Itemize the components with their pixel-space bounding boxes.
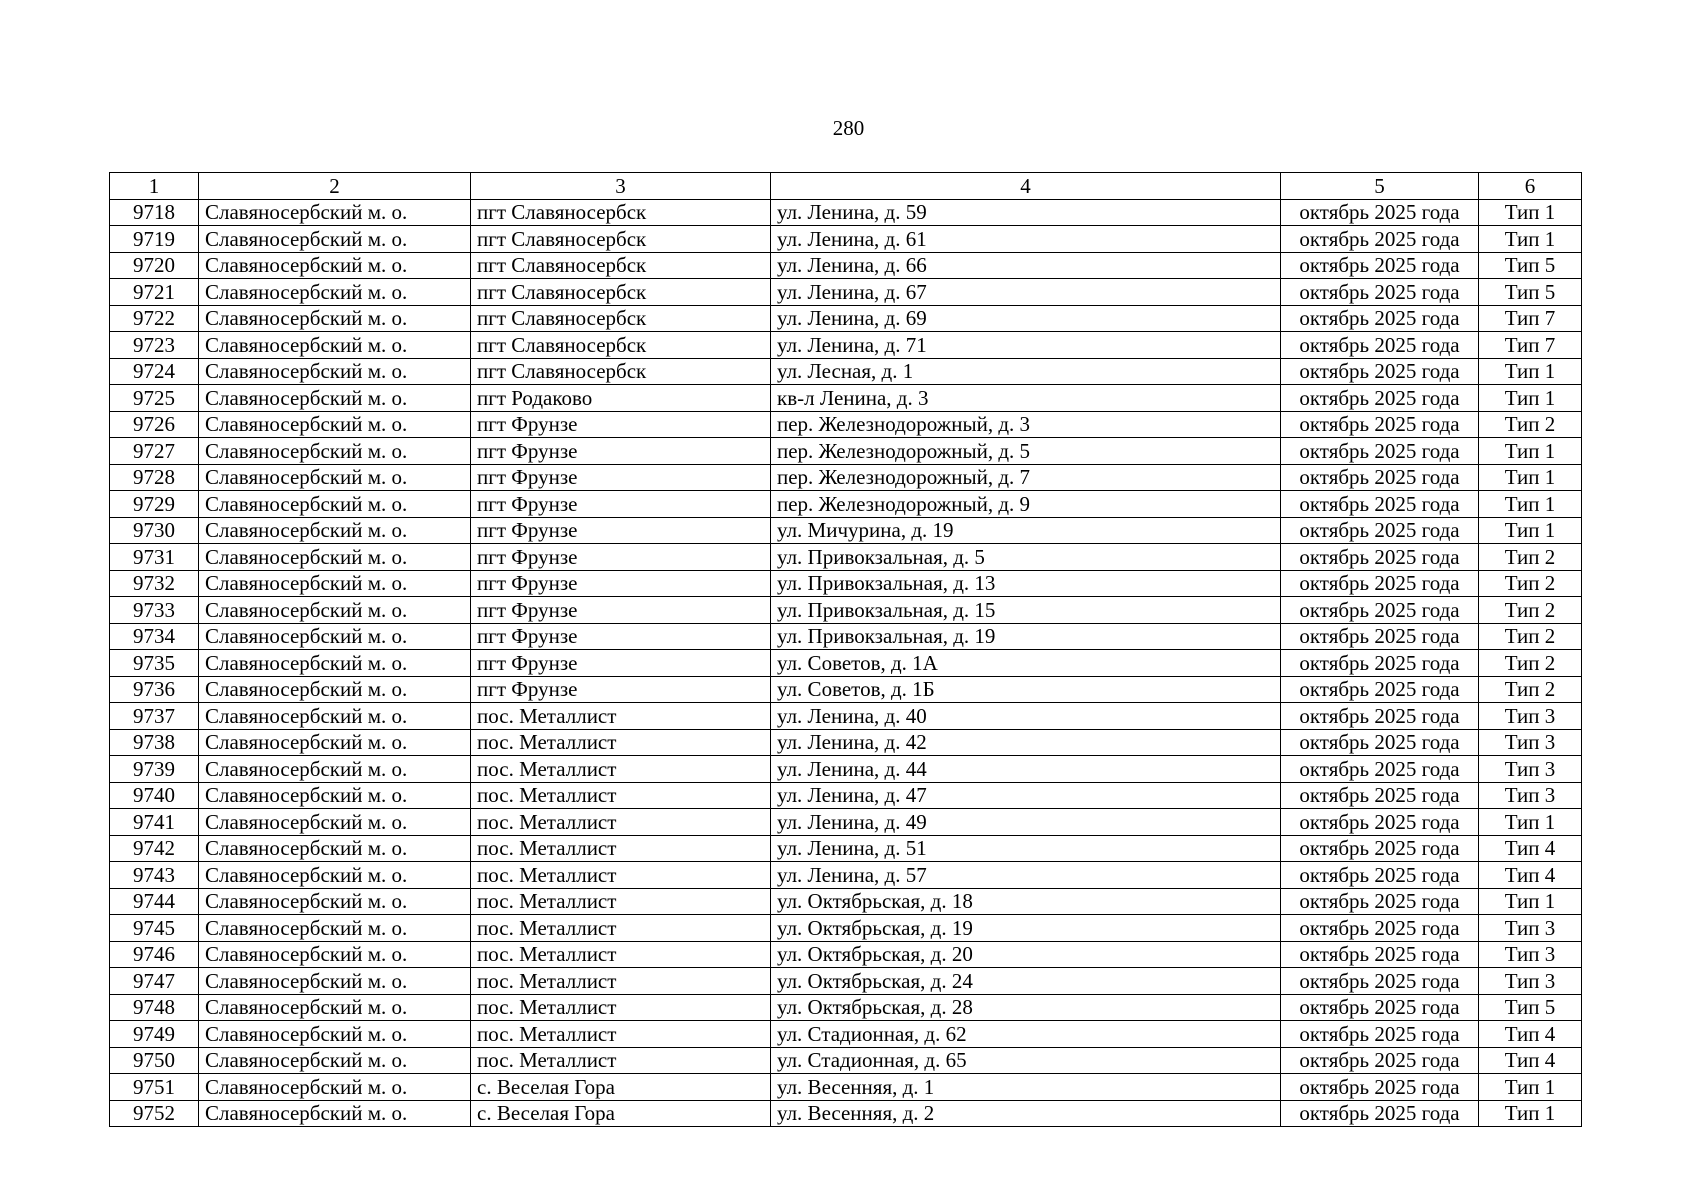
cell-date: октябрь 2025 года bbox=[1281, 676, 1479, 703]
table-row bbox=[110, 676, 1582, 703]
cell-locality: пгт Родаково bbox=[471, 385, 771, 412]
cell-locality: пгт Фрунзе bbox=[471, 650, 771, 677]
cell-locality: пос. Металлист bbox=[471, 941, 771, 968]
cell-type: Тип 2 bbox=[1479, 544, 1582, 571]
cell-locality: пгт Фрунзе bbox=[471, 570, 771, 597]
table-row bbox=[110, 1074, 1582, 1101]
table-row bbox=[110, 570, 1582, 597]
cell-district: Славяносербский м. о. bbox=[199, 888, 471, 915]
cell-district: Славяносербский м. о. bbox=[199, 782, 471, 809]
cell-type: Тип 5 bbox=[1479, 279, 1582, 306]
cell-district: Славяносербский м. о. bbox=[199, 729, 471, 756]
cell-type: Тип 1 bbox=[1479, 385, 1582, 412]
cell-district: Славяносербский м. о. bbox=[199, 305, 471, 332]
cell-number: 9729 bbox=[110, 491, 199, 518]
cell-district: Славяносербский м. о. bbox=[199, 491, 471, 518]
cell-number: 9719 bbox=[110, 226, 199, 253]
cell-address: ул. Советов, д. 1А bbox=[771, 650, 1281, 677]
cell-type: Тип 3 bbox=[1479, 729, 1582, 756]
cell-district: Славяносербский м. о. bbox=[199, 279, 471, 306]
cell-number: 9732 bbox=[110, 570, 199, 597]
cell-address: пер. Железнодорожный, д. 3 bbox=[771, 411, 1281, 438]
column-header-type: 6 bbox=[1479, 173, 1582, 200]
cell-district: Славяносербский м. о. bbox=[199, 835, 471, 862]
cell-type: Тип 3 bbox=[1479, 968, 1582, 995]
cell-address: ул. Ленина, д. 47 bbox=[771, 782, 1281, 809]
cell-address: ул. Октябрьская, д. 28 bbox=[771, 994, 1281, 1021]
cell-address: ул. Привокзальная, д. 19 bbox=[771, 623, 1281, 650]
table-row bbox=[110, 438, 1582, 465]
cell-address: ул. Привокзальная, д. 5 bbox=[771, 544, 1281, 571]
table-row bbox=[110, 385, 1582, 412]
table-row bbox=[110, 809, 1582, 836]
cell-number: 9746 bbox=[110, 941, 199, 968]
cell-type: Тип 2 bbox=[1479, 570, 1582, 597]
cell-locality: пгт Фрунзе bbox=[471, 491, 771, 518]
cell-locality: пос. Металлист bbox=[471, 968, 771, 995]
cell-district: Славяносербский м. о. bbox=[199, 570, 471, 597]
cell-locality: пгт Фрунзе bbox=[471, 517, 771, 544]
cell-district: Славяносербский м. о. bbox=[199, 332, 471, 359]
cell-address: ул. Лесная, д. 1 bbox=[771, 358, 1281, 385]
registry-table bbox=[109, 172, 1582, 1127]
cell-district: Славяносербский м. о. bbox=[199, 252, 471, 279]
cell-date: октябрь 2025 года bbox=[1281, 703, 1479, 730]
cell-type: Тип 2 bbox=[1479, 597, 1582, 624]
cell-number: 9742 bbox=[110, 835, 199, 862]
table-row bbox=[110, 835, 1582, 862]
cell-type: Тип 2 bbox=[1479, 650, 1582, 677]
cell-date: октябрь 2025 года bbox=[1281, 252, 1479, 279]
table-row bbox=[110, 597, 1582, 624]
cell-date: октябрь 2025 года bbox=[1281, 994, 1479, 1021]
cell-number: 9751 bbox=[110, 1074, 199, 1101]
cell-locality: пгт Фрунзе bbox=[471, 623, 771, 650]
cell-district: Славяносербский м. о. bbox=[199, 676, 471, 703]
cell-district: Славяносербский м. о. bbox=[199, 1021, 471, 1048]
cell-type: Тип 5 bbox=[1479, 252, 1582, 279]
cell-address: ул. Весенняя, д. 2 bbox=[771, 1100, 1281, 1127]
cell-number: 9737 bbox=[110, 703, 199, 730]
table-row bbox=[110, 756, 1582, 783]
cell-address: ул. Ленина, д. 57 bbox=[771, 862, 1281, 889]
cell-locality: пгт Славяносербск bbox=[471, 358, 771, 385]
cell-date: октябрь 2025 года bbox=[1281, 915, 1479, 942]
cell-locality: пгт Фрунзе bbox=[471, 411, 771, 438]
cell-number: 9731 bbox=[110, 544, 199, 571]
cell-locality: пгт Славяносербск bbox=[471, 305, 771, 332]
cell-address: ул. Октябрьская, д. 18 bbox=[771, 888, 1281, 915]
cell-locality: пос. Металлист bbox=[471, 994, 771, 1021]
cell-type: Тип 1 bbox=[1479, 199, 1582, 226]
cell-type: Тип 1 bbox=[1479, 358, 1582, 385]
table-row bbox=[110, 279, 1582, 306]
cell-district: Славяносербский м. о. bbox=[199, 517, 471, 544]
cell-date: октябрь 2025 года bbox=[1281, 438, 1479, 465]
cell-address: ул. Ленина, д. 42 bbox=[771, 729, 1281, 756]
cell-number: 9730 bbox=[110, 517, 199, 544]
cell-locality: пгт Фрунзе bbox=[471, 464, 771, 491]
cell-locality: пос. Металлист bbox=[471, 1047, 771, 1074]
cell-date: октябрь 2025 года bbox=[1281, 1021, 1479, 1048]
cell-date: октябрь 2025 года bbox=[1281, 517, 1479, 544]
cell-address: ул. Ленина, д. 44 bbox=[771, 756, 1281, 783]
cell-district: Славяносербский м. о. bbox=[199, 358, 471, 385]
cell-type: Тип 4 bbox=[1479, 835, 1582, 862]
cell-type: Тип 7 bbox=[1479, 332, 1582, 359]
table-row bbox=[110, 464, 1582, 491]
cell-date: октябрь 2025 года bbox=[1281, 968, 1479, 995]
cell-date: октябрь 2025 года bbox=[1281, 1047, 1479, 1074]
cell-locality: пос. Металлист bbox=[471, 862, 771, 889]
cell-locality: пгт Фрунзе bbox=[471, 438, 771, 465]
cell-locality: пгт Славяносербск bbox=[471, 252, 771, 279]
table-row bbox=[110, 888, 1582, 915]
cell-district: Славяносербский м. о. bbox=[199, 226, 471, 253]
cell-number: 9735 bbox=[110, 650, 199, 677]
column-header-address: 4 bbox=[771, 173, 1281, 200]
cell-number: 9727 bbox=[110, 438, 199, 465]
cell-locality: пгт Славяносербск bbox=[471, 332, 771, 359]
cell-date: октябрь 2025 года bbox=[1281, 226, 1479, 253]
cell-district: Славяносербский м. о. bbox=[199, 809, 471, 836]
cell-district: Славяносербский м. о. bbox=[199, 385, 471, 412]
cell-type: Тип 1 bbox=[1479, 226, 1582, 253]
cell-number: 9738 bbox=[110, 729, 199, 756]
cell-number: 9747 bbox=[110, 968, 199, 995]
cell-district: Славяносербский м. о. bbox=[199, 650, 471, 677]
table-row bbox=[110, 411, 1582, 438]
cell-address: пер. Железнодорожный, д. 5 bbox=[771, 438, 1281, 465]
cell-type: Тип 1 bbox=[1479, 888, 1582, 915]
cell-district: Славяносербский м. о. bbox=[199, 623, 471, 650]
cell-locality: пос. Металлист bbox=[471, 835, 771, 862]
cell-locality: пгт Фрунзе bbox=[471, 544, 771, 571]
cell-address: ул. Советов, д. 1Б bbox=[771, 676, 1281, 703]
cell-locality: с. Веселая Гора bbox=[471, 1074, 771, 1101]
cell-date: октябрь 2025 года bbox=[1281, 385, 1479, 412]
table-row bbox=[110, 1100, 1582, 1127]
cell-district: Славяносербский м. о. bbox=[199, 199, 471, 226]
cell-number: 9724 bbox=[110, 358, 199, 385]
cell-address: ул. Мичурина, д. 19 bbox=[771, 517, 1281, 544]
table-row bbox=[110, 623, 1582, 650]
cell-address: ул. Октябрьская, д. 20 bbox=[771, 941, 1281, 968]
cell-district: Славяносербский м. о. bbox=[199, 1100, 471, 1127]
cell-date: октябрь 2025 года bbox=[1281, 650, 1479, 677]
cell-number: 9718 bbox=[110, 199, 199, 226]
cell-address: пер. Железнодорожный, д. 9 bbox=[771, 491, 1281, 518]
cell-number: 9733 bbox=[110, 597, 199, 624]
table-row bbox=[110, 305, 1582, 332]
cell-district: Славяносербский м. о. bbox=[199, 597, 471, 624]
cell-type: Тип 2 bbox=[1479, 623, 1582, 650]
cell-type: Тип 5 bbox=[1479, 994, 1582, 1021]
table-row bbox=[110, 358, 1582, 385]
cell-number: 9752 bbox=[110, 1100, 199, 1127]
cell-number: 9720 bbox=[110, 252, 199, 279]
cell-date: октябрь 2025 года bbox=[1281, 279, 1479, 306]
cell-type: Тип 3 bbox=[1479, 703, 1582, 730]
cell-locality: пос. Металлист bbox=[471, 809, 771, 836]
cell-date: октябрь 2025 года bbox=[1281, 941, 1479, 968]
table-row bbox=[110, 544, 1582, 571]
cell-locality: пгт Славяносербск bbox=[471, 279, 771, 306]
cell-address: ул. Октябрьская, д. 19 bbox=[771, 915, 1281, 942]
cell-address: ул. Ленина, д. 69 bbox=[771, 305, 1281, 332]
cell-number: 9743 bbox=[110, 862, 199, 889]
cell-district: Славяносербский м. о. bbox=[199, 438, 471, 465]
cell-type: Тип 4 bbox=[1479, 862, 1582, 889]
cell-district: Славяносербский м. о. bbox=[199, 968, 471, 995]
cell-address: ул. Весенняя, д. 1 bbox=[771, 1074, 1281, 1101]
cell-date: октябрь 2025 года bbox=[1281, 411, 1479, 438]
cell-type: Тип 4 bbox=[1479, 1021, 1582, 1048]
cell-district: Славяносербский м. о. bbox=[199, 411, 471, 438]
cell-number: 9722 bbox=[110, 305, 199, 332]
cell-date: октябрь 2025 года bbox=[1281, 782, 1479, 809]
cell-date: октябрь 2025 года bbox=[1281, 835, 1479, 862]
cell-district: Славяносербский м. о. bbox=[199, 994, 471, 1021]
cell-locality: пос. Металлист bbox=[471, 756, 771, 783]
cell-number: 9721 bbox=[110, 279, 199, 306]
cell-district: Славяносербский м. о. bbox=[199, 544, 471, 571]
cell-number: 9749 bbox=[110, 1021, 199, 1048]
table-row bbox=[110, 199, 1582, 226]
cell-date: октябрь 2025 года bbox=[1281, 491, 1479, 518]
column-header-number: 1 bbox=[110, 173, 199, 200]
table-row bbox=[110, 1047, 1582, 1074]
cell-locality: пос. Металлист bbox=[471, 1021, 771, 1048]
cell-date: октябрь 2025 года bbox=[1281, 570, 1479, 597]
cell-address: ул. Привокзальная, д. 13 bbox=[771, 570, 1281, 597]
cell-locality: с. Веселая Гора bbox=[471, 1100, 771, 1127]
cell-date: октябрь 2025 года bbox=[1281, 544, 1479, 571]
cell-type: Тип 1 bbox=[1479, 1074, 1582, 1101]
table-row bbox=[110, 729, 1582, 756]
column-header-district: 2 bbox=[199, 173, 471, 200]
page-number: 280 bbox=[832, 116, 865, 140]
cell-date: октябрь 2025 года bbox=[1281, 756, 1479, 783]
table-row bbox=[110, 703, 1582, 730]
cell-district: Славяносербский м. о. bbox=[199, 1047, 471, 1074]
table-body bbox=[110, 199, 1582, 1127]
cell-date: октябрь 2025 года bbox=[1281, 358, 1479, 385]
cell-date: октябрь 2025 года bbox=[1281, 888, 1479, 915]
cell-district: Славяносербский м. о. bbox=[199, 1074, 471, 1101]
table-row bbox=[110, 1021, 1582, 1048]
table-row bbox=[110, 332, 1582, 359]
cell-locality: пос. Металлист bbox=[471, 729, 771, 756]
table-row bbox=[110, 782, 1582, 809]
cell-type: Тип 7 bbox=[1479, 305, 1582, 332]
cell-district: Славяносербский м. о. bbox=[199, 703, 471, 730]
cell-district: Славяносербский м. о. bbox=[199, 756, 471, 783]
cell-locality: пос. Металлист bbox=[471, 888, 771, 915]
cell-type: Тип 1 bbox=[1479, 464, 1582, 491]
cell-date: октябрь 2025 года bbox=[1281, 729, 1479, 756]
cell-address: ул. Ленина, д. 40 bbox=[771, 703, 1281, 730]
cell-type: Тип 1 bbox=[1479, 491, 1582, 518]
cell-locality: пос. Металлист bbox=[471, 782, 771, 809]
cell-number: 9736 bbox=[110, 676, 199, 703]
cell-address: ул. Стадионная, д. 62 bbox=[771, 1021, 1281, 1048]
cell-address: ул. Стадионная, д. 65 bbox=[771, 1047, 1281, 1074]
table-row bbox=[110, 226, 1582, 253]
cell-address: ул. Ленина, д. 49 bbox=[771, 809, 1281, 836]
cell-address: ул. Ленина, д. 51 bbox=[771, 835, 1281, 862]
cell-type: Тип 3 bbox=[1479, 756, 1582, 783]
cell-locality: пгт Славяносербск bbox=[471, 226, 771, 253]
cell-type: Тип 1 bbox=[1479, 809, 1582, 836]
table-row bbox=[110, 252, 1582, 279]
cell-address: ул. Октябрьская, д. 24 bbox=[771, 968, 1281, 995]
table-header-row bbox=[110, 173, 1582, 200]
table-row bbox=[110, 517, 1582, 544]
cell-locality: пгт Фрунзе bbox=[471, 597, 771, 624]
cell-number: 9734 bbox=[110, 623, 199, 650]
cell-number: 9726 bbox=[110, 411, 199, 438]
cell-type: Тип 3 bbox=[1479, 941, 1582, 968]
cell-number: 9740 bbox=[110, 782, 199, 809]
cell-date: октябрь 2025 года bbox=[1281, 597, 1479, 624]
cell-address: ул. Привокзальная, д. 15 bbox=[771, 597, 1281, 624]
cell-type: Тип 1 bbox=[1479, 517, 1582, 544]
table-row bbox=[110, 994, 1582, 1021]
table-row bbox=[110, 915, 1582, 942]
cell-type: Тип 3 bbox=[1479, 782, 1582, 809]
table-row bbox=[110, 862, 1582, 889]
cell-address: ул. Ленина, д. 61 bbox=[771, 226, 1281, 253]
cell-district: Славяносербский м. о. bbox=[199, 941, 471, 968]
column-header-date: 5 bbox=[1281, 173, 1479, 200]
cell-date: октябрь 2025 года bbox=[1281, 332, 1479, 359]
cell-number: 9725 bbox=[110, 385, 199, 412]
cell-type: Тип 2 bbox=[1479, 676, 1582, 703]
cell-district: Славяносербский м. о. bbox=[199, 464, 471, 491]
cell-number: 9739 bbox=[110, 756, 199, 783]
cell-locality: пос. Металлист bbox=[471, 703, 771, 730]
table-row bbox=[110, 650, 1582, 677]
cell-date: октябрь 2025 года bbox=[1281, 1100, 1479, 1127]
cell-district: Славяносербский м. о. bbox=[199, 862, 471, 889]
cell-type: Тип 1 bbox=[1479, 1100, 1582, 1127]
cell-address: пер. Железнодорожный, д. 7 bbox=[771, 464, 1281, 491]
cell-date: октябрь 2025 года bbox=[1281, 199, 1479, 226]
cell-date: октябрь 2025 года bbox=[1281, 305, 1479, 332]
column-header-locality: 3 bbox=[471, 173, 771, 200]
cell-number: 9723 bbox=[110, 332, 199, 359]
cell-number: 9744 bbox=[110, 888, 199, 915]
cell-date: октябрь 2025 года bbox=[1281, 862, 1479, 889]
cell-address: ул. Ленина, д. 67 bbox=[771, 279, 1281, 306]
cell-district: Славяносербский м. о. bbox=[199, 915, 471, 942]
cell-locality: пос. Металлист bbox=[471, 915, 771, 942]
cell-number: 9748 bbox=[110, 994, 199, 1021]
table-row bbox=[110, 491, 1582, 518]
table-row bbox=[110, 968, 1582, 995]
cell-number: 9728 bbox=[110, 464, 199, 491]
cell-date: октябрь 2025 года bbox=[1281, 809, 1479, 836]
cell-locality: пгт Славяносербск bbox=[471, 199, 771, 226]
cell-address: кв-л Ленина, д. 3 bbox=[771, 385, 1281, 412]
cell-address: ул. Ленина, д. 71 bbox=[771, 332, 1281, 359]
cell-address: ул. Ленина, д. 66 bbox=[771, 252, 1281, 279]
cell-type: Тип 3 bbox=[1479, 915, 1582, 942]
cell-number: 9750 bbox=[110, 1047, 199, 1074]
cell-date: октябрь 2025 года bbox=[1281, 464, 1479, 491]
cell-type: Тип 4 bbox=[1479, 1047, 1582, 1074]
cell-type: Тип 2 bbox=[1479, 411, 1582, 438]
cell-type: Тип 1 bbox=[1479, 438, 1582, 465]
cell-address: ул. Ленина, д. 59 bbox=[771, 199, 1281, 226]
cell-date: октябрь 2025 года bbox=[1281, 1074, 1479, 1101]
cell-locality: пгт Фрунзе bbox=[471, 676, 771, 703]
cell-date: октябрь 2025 года bbox=[1281, 623, 1479, 650]
cell-number: 9745 bbox=[110, 915, 199, 942]
table-row bbox=[110, 941, 1582, 968]
cell-number: 9741 bbox=[110, 809, 199, 836]
